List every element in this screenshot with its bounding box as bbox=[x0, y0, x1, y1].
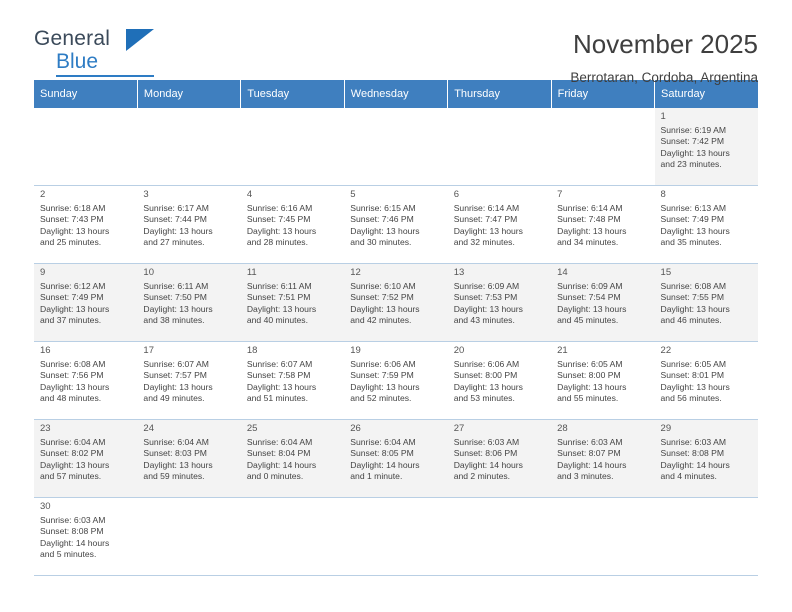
day-info-line: Sunrise: 6:11 AM bbox=[143, 280, 209, 291]
day-sun-info bbox=[143, 203, 235, 249]
day-info-line: Daylight: 13 hours bbox=[143, 381, 213, 392]
day-sun-info bbox=[143, 359, 235, 405]
logo-text-blue: Blue bbox=[56, 50, 99, 73]
day-info-line: and 1 minute. bbox=[350, 471, 403, 482]
day-info-line: Sunset: 7:49 PM bbox=[660, 214, 725, 225]
calendar-cell-empty bbox=[448, 498, 551, 576]
day-info-line: Daylight: 14 hours bbox=[246, 459, 317, 470]
day-info-line: Sunset: 8:04 PM bbox=[246, 448, 311, 459]
calendar-day-cell bbox=[448, 264, 551, 342]
day-info-line: Daylight: 13 hours bbox=[143, 459, 213, 470]
weekday-header-friday: Friday bbox=[551, 80, 654, 108]
day-info-line: Sunrise: 6:08 AM bbox=[660, 280, 726, 291]
calendar-day-cell bbox=[551, 420, 654, 498]
day-info-line: Sunset: 8:08 PM bbox=[660, 448, 725, 459]
day-info-line: and 52 minutes. bbox=[350, 393, 412, 404]
day-sun-info bbox=[40, 515, 132, 561]
day-info-line: Sunrise: 6:04 AM bbox=[143, 436, 209, 447]
day-sun-info bbox=[247, 437, 339, 483]
calendar-day-cell bbox=[34, 420, 137, 498]
day-number: 10 bbox=[143, 267, 154, 278]
calendar-day-cell bbox=[448, 420, 551, 498]
calendar-day-cell bbox=[344, 342, 447, 420]
day-number: 1 bbox=[660, 111, 666, 122]
day-number: 24 bbox=[143, 423, 154, 434]
day-info-line: Sunset: 7:51 PM bbox=[246, 292, 311, 303]
day-info-line: and 5 minutes. bbox=[40, 549, 97, 560]
day-info-line: Daylight: 13 hours bbox=[557, 303, 627, 314]
calendar-week-row bbox=[34, 108, 758, 186]
day-info-line: and 48 minutes. bbox=[40, 393, 102, 404]
calendar-day-cell bbox=[34, 186, 137, 264]
day-info-line: Sunrise: 6:03 AM bbox=[660, 436, 726, 447]
day-sun-info bbox=[661, 437, 753, 483]
day-sun-info bbox=[661, 125, 753, 171]
day-info-line: Daylight: 13 hours bbox=[660, 303, 730, 314]
day-info-line: and 38 minutes. bbox=[143, 315, 205, 326]
day-sun-info bbox=[40, 281, 132, 327]
logo-text-general: General bbox=[34, 27, 111, 50]
day-info-line: Sunset: 7:45 PM bbox=[246, 214, 311, 225]
day-sun-info bbox=[454, 359, 546, 405]
day-info-line: Daylight: 13 hours bbox=[557, 381, 627, 392]
day-info-line: Daylight: 13 hours bbox=[350, 225, 420, 236]
day-info-line: Sunrise: 6:07 AM bbox=[246, 358, 313, 369]
calendar-day-cell bbox=[34, 498, 137, 576]
day-info-line: Sunset: 8:00 PM bbox=[557, 370, 621, 381]
weekday-header-monday: Monday bbox=[137, 80, 240, 108]
calendar-day-cell bbox=[137, 342, 240, 420]
calendar-day-cell bbox=[655, 264, 758, 342]
day-info-line: Sunrise: 6:13 AM bbox=[660, 202, 726, 213]
day-info-line: Sunrise: 6:06 AM bbox=[350, 358, 416, 369]
day-number: 7 bbox=[557, 189, 563, 200]
day-info-line: and 57 minutes. bbox=[40, 471, 102, 482]
calendar-day-cell bbox=[344, 264, 447, 342]
day-number: 26 bbox=[350, 423, 361, 434]
day-info-line: Sunrise: 6:15 AM bbox=[350, 202, 416, 213]
day-number: 30 bbox=[40, 501, 51, 512]
day-info-line: Daylight: 13 hours bbox=[660, 147, 730, 158]
logo-underline bbox=[56, 75, 154, 77]
day-info-line: Daylight: 13 hours bbox=[143, 303, 213, 314]
day-info-line: and 4 minutes. bbox=[660, 471, 717, 482]
day-info-line: Daylight: 13 hours bbox=[453, 381, 523, 392]
day-info-line: Sunrise: 6:04 AM bbox=[40, 436, 106, 447]
day-info-line: Daylight: 13 hours bbox=[660, 225, 730, 236]
day-info-line: Daylight: 13 hours bbox=[453, 225, 523, 236]
calendar-cell-empty bbox=[137, 108, 240, 186]
calendar-cell-empty bbox=[344, 108, 447, 186]
day-sun-info bbox=[350, 203, 442, 249]
day-info-line: and 23 minutes. bbox=[660, 159, 722, 170]
day-sun-info bbox=[143, 437, 235, 483]
day-info-line: Daylight: 13 hours bbox=[246, 225, 317, 236]
day-info-line: and 3 minutes. bbox=[557, 471, 614, 482]
day-number: 13 bbox=[453, 267, 465, 278]
calendar-cell-empty bbox=[241, 498, 344, 576]
calendar-day-cell bbox=[655, 420, 758, 498]
calendar-body bbox=[34, 108, 758, 576]
day-sun-info bbox=[40, 359, 132, 405]
day-info-line: and 28 minutes. bbox=[246, 237, 308, 248]
day-info-line: and 51 minutes. bbox=[246, 393, 308, 404]
calendar-cell-empty bbox=[241, 108, 344, 186]
day-info-line: and 40 minutes. bbox=[246, 315, 308, 326]
day-info-line: Sunset: 7:42 PM bbox=[660, 136, 725, 147]
calendar-week-row bbox=[34, 264, 758, 342]
day-sun-info bbox=[454, 203, 546, 249]
title-block bbox=[570, 28, 758, 85]
day-info-line: Sunrise: 6:18 AM bbox=[40, 202, 106, 213]
day-info-line: Daylight: 14 hours bbox=[557, 459, 627, 470]
calendar-cell-empty bbox=[551, 498, 654, 576]
calendar-week-row bbox=[34, 342, 758, 420]
calendar-cell-empty bbox=[655, 498, 758, 576]
calendar-cell-empty bbox=[344, 498, 447, 576]
day-info-line: and 27 minutes. bbox=[143, 237, 205, 248]
weekday-header-tuesday: Tuesday bbox=[241, 80, 344, 108]
day-info-line: and 0 minutes. bbox=[246, 471, 304, 482]
day-info-line: Sunset: 8:07 PM bbox=[557, 448, 621, 459]
day-info-line: Sunrise: 6:19 AM bbox=[660, 124, 726, 135]
day-info-line: and 34 minutes. bbox=[557, 237, 619, 248]
day-info-line: Daylight: 13 hours bbox=[40, 225, 110, 236]
day-info-line: Daylight: 14 hours bbox=[350, 459, 420, 470]
day-info-line: Sunrise: 6:12 AM bbox=[40, 280, 106, 291]
day-sun-info bbox=[247, 359, 339, 405]
calendar-cell-empty bbox=[137, 498, 240, 576]
weekday-header-thursday: Thursday bbox=[448, 80, 551, 108]
day-sun-info bbox=[557, 437, 649, 483]
day-sun-info bbox=[350, 359, 442, 405]
day-info-line: Sunset: 8:01 PM bbox=[660, 370, 725, 381]
day-info-line: Daylight: 13 hours bbox=[350, 381, 420, 392]
day-info-line: Sunset: 7:50 PM bbox=[143, 292, 207, 303]
day-info-line: Sunrise: 6:14 AM bbox=[453, 202, 520, 213]
day-info-line: Daylight: 13 hours bbox=[246, 303, 317, 314]
day-sun-info bbox=[454, 437, 546, 483]
calendar-day-cell bbox=[241, 186, 344, 264]
day-info-line: Sunset: 7:57 PM bbox=[143, 370, 207, 381]
calendar-day-cell bbox=[551, 186, 654, 264]
day-info-line: Daylight: 14 hours bbox=[40, 537, 110, 548]
day-sun-info bbox=[40, 203, 132, 249]
day-info-line: Sunset: 7:48 PM bbox=[557, 214, 621, 225]
day-info-line: and 2 minutes. bbox=[453, 471, 511, 482]
day-number: 27 bbox=[453, 423, 465, 434]
day-number: 3 bbox=[143, 189, 149, 200]
day-number: 29 bbox=[660, 423, 672, 434]
day-number: 9 bbox=[40, 267, 46, 278]
weekday-header-wednesday: Wednesday bbox=[344, 80, 447, 108]
day-number: 5 bbox=[350, 189, 356, 200]
day-info-line: Sunset: 7:53 PM bbox=[453, 292, 518, 303]
day-sun-info bbox=[661, 359, 753, 405]
calendar-day-cell bbox=[241, 264, 344, 342]
day-sun-info bbox=[247, 281, 339, 327]
day-info-line: Sunrise: 6:10 AM bbox=[350, 280, 416, 291]
day-sun-info bbox=[557, 203, 649, 249]
calendar-table bbox=[34, 80, 758, 576]
day-info-line: Sunset: 7:52 PM bbox=[350, 292, 414, 303]
day-sun-info bbox=[557, 281, 649, 327]
calendar-day-cell bbox=[448, 186, 551, 264]
day-number: 15 bbox=[660, 267, 672, 278]
page-subtitle: Berrotaran, Cordoba, Argentina bbox=[570, 69, 758, 85]
day-sun-info bbox=[454, 281, 546, 327]
day-number: 17 bbox=[143, 345, 154, 356]
calendar-day-cell bbox=[34, 264, 137, 342]
day-info-line: Sunrise: 6:07 AM bbox=[143, 358, 209, 369]
day-info-line: and 49 minutes. bbox=[143, 393, 205, 404]
day-info-line: Daylight: 13 hours bbox=[246, 381, 317, 392]
day-info-line: Sunset: 8:03 PM bbox=[143, 448, 207, 459]
day-info-line: Sunset: 7:55 PM bbox=[660, 292, 725, 303]
day-info-line: Daylight: 13 hours bbox=[143, 225, 213, 236]
calendar-day-cell bbox=[655, 342, 758, 420]
day-info-line: and 37 minutes. bbox=[40, 315, 102, 326]
day-info-line: Sunset: 7:58 PM bbox=[246, 370, 311, 381]
day-info-line: Sunset: 7:59 PM bbox=[350, 370, 414, 381]
day-sun-info bbox=[350, 437, 442, 483]
calendar-day-cell bbox=[137, 186, 240, 264]
calendar-day-cell bbox=[344, 186, 447, 264]
day-number: 8 bbox=[660, 189, 666, 200]
day-sun-info bbox=[247, 203, 339, 249]
day-info-line: Daylight: 13 hours bbox=[660, 381, 730, 392]
page-title: November 2025 bbox=[573, 29, 758, 59]
logo-flag-icon bbox=[126, 29, 154, 51]
day-info-line: Sunrise: 6:17 AM bbox=[143, 202, 209, 213]
day-info-line: Sunset: 7:56 PM bbox=[40, 370, 104, 381]
calendar-day-cell bbox=[655, 186, 758, 264]
day-info-line: Sunrise: 6:03 AM bbox=[40, 514, 106, 525]
day-info-line: Sunset: 8:02 PM bbox=[40, 448, 104, 459]
calendar-day-cell bbox=[241, 342, 344, 420]
day-number: 12 bbox=[350, 267, 361, 278]
day-info-line: Sunrise: 6:05 AM bbox=[557, 358, 623, 369]
calendar-day-cell bbox=[551, 342, 654, 420]
day-info-line: Sunrise: 6:09 AM bbox=[557, 280, 623, 291]
day-number: 4 bbox=[246, 189, 253, 200]
page-header bbox=[34, 0, 758, 85]
calendar-day-cell bbox=[34, 342, 137, 420]
calendar-day-cell bbox=[137, 420, 240, 498]
calendar-day-cell bbox=[655, 108, 758, 186]
general-blue-logo bbox=[34, 28, 154, 80]
day-info-line: Sunset: 7:43 PM bbox=[40, 214, 104, 225]
calendar-cell-empty bbox=[34, 108, 137, 186]
day-number: 18 bbox=[246, 345, 258, 356]
calendar-cell-empty bbox=[551, 108, 654, 186]
day-info-line: Daylight: 14 hours bbox=[660, 459, 730, 470]
day-info-line: Sunrise: 6:05 AM bbox=[660, 358, 726, 369]
day-info-line: Daylight: 13 hours bbox=[350, 303, 420, 314]
day-info-line: Sunset: 7:54 PM bbox=[557, 292, 621, 303]
day-number: 19 bbox=[350, 345, 361, 356]
day-number: 20 bbox=[453, 345, 465, 356]
day-number: 25 bbox=[246, 423, 258, 434]
day-number: 22 bbox=[660, 345, 672, 356]
day-info-line: Daylight: 13 hours bbox=[557, 225, 627, 236]
day-info-line: Sunrise: 6:06 AM bbox=[453, 358, 520, 369]
day-info-line: and 46 minutes. bbox=[660, 315, 722, 326]
day-info-line: Daylight: 13 hours bbox=[453, 303, 523, 314]
day-info-line: and 55 minutes. bbox=[557, 393, 619, 404]
day-info-line: and 53 minutes. bbox=[453, 393, 515, 404]
calendar-day-cell bbox=[448, 342, 551, 420]
day-number: 2 bbox=[40, 189, 46, 200]
day-number: 28 bbox=[557, 423, 568, 434]
day-info-line: and 35 minutes. bbox=[660, 237, 722, 248]
calendar-day-cell bbox=[241, 420, 344, 498]
day-info-line: and 30 minutes. bbox=[350, 237, 412, 248]
day-info-line: Sunset: 8:05 PM bbox=[350, 448, 414, 459]
day-info-line: Sunrise: 6:04 AM bbox=[350, 436, 416, 447]
day-sun-info bbox=[350, 281, 442, 327]
day-info-line: and 59 minutes. bbox=[143, 471, 205, 482]
day-sun-info bbox=[40, 437, 132, 483]
calendar-week-row bbox=[34, 186, 758, 264]
day-number: 14 bbox=[557, 267, 568, 278]
day-number: 11 bbox=[246, 267, 257, 278]
day-number: 23 bbox=[40, 423, 51, 434]
day-info-line: Sunrise: 6:08 AM bbox=[40, 358, 106, 369]
day-info-line: and 43 minutes. bbox=[453, 315, 515, 326]
day-number: 6 bbox=[453, 189, 459, 200]
day-sun-info bbox=[143, 281, 235, 327]
calendar-day-cell bbox=[137, 264, 240, 342]
day-info-line: Sunset: 8:06 PM bbox=[453, 448, 518, 459]
day-info-line: Daylight: 14 hours bbox=[453, 459, 523, 470]
day-sun-info bbox=[557, 359, 649, 405]
day-info-line: Sunrise: 6:11 AM bbox=[246, 280, 312, 291]
day-info-line: Daylight: 13 hours bbox=[40, 303, 110, 314]
day-info-line: and 45 minutes. bbox=[557, 315, 619, 326]
day-info-line: Sunrise: 6:09 AM bbox=[453, 280, 520, 291]
day-number: 21 bbox=[557, 345, 568, 356]
calendar-week-row bbox=[34, 498, 758, 576]
day-info-line: Sunrise: 6:03 AM bbox=[453, 436, 520, 447]
day-info-line: Sunset: 7:47 PM bbox=[453, 214, 518, 225]
day-info-line: and 32 minutes. bbox=[453, 237, 515, 248]
weekday-header-sunday: Sunday bbox=[34, 80, 137, 108]
day-info-line: and 56 minutes. bbox=[660, 393, 722, 404]
day-info-line: and 25 minutes. bbox=[40, 237, 102, 248]
weekday-header-saturday: Saturday bbox=[655, 80, 758, 108]
day-info-line: Sunset: 7:44 PM bbox=[143, 214, 207, 225]
calendar-week-row bbox=[34, 420, 758, 498]
day-info-line: Sunset: 7:46 PM bbox=[350, 214, 414, 225]
calendar-cell-empty bbox=[448, 108, 551, 186]
day-info-line: Sunrise: 6:16 AM bbox=[246, 202, 313, 213]
day-info-line: Daylight: 13 hours bbox=[40, 459, 110, 470]
day-number: 16 bbox=[40, 345, 51, 356]
calendar-day-cell bbox=[551, 264, 654, 342]
day-info-line: Sunset: 8:00 PM bbox=[453, 370, 518, 381]
day-info-line: Daylight: 13 hours bbox=[40, 381, 110, 392]
day-sun-info bbox=[661, 203, 753, 249]
day-info-line: Sunset: 7:49 PM bbox=[40, 292, 104, 303]
day-info-line: Sunset: 8:08 PM bbox=[40, 526, 104, 537]
day-info-line: Sunrise: 6:04 AM bbox=[246, 436, 313, 447]
day-sun-info bbox=[661, 281, 753, 327]
day-info-line: Sunrise: 6:03 AM bbox=[557, 436, 623, 447]
day-info-line: and 42 minutes. bbox=[350, 315, 412, 326]
day-info-line: Sunrise: 6:14 AM bbox=[557, 202, 623, 213]
calendar-day-cell bbox=[344, 420, 447, 498]
